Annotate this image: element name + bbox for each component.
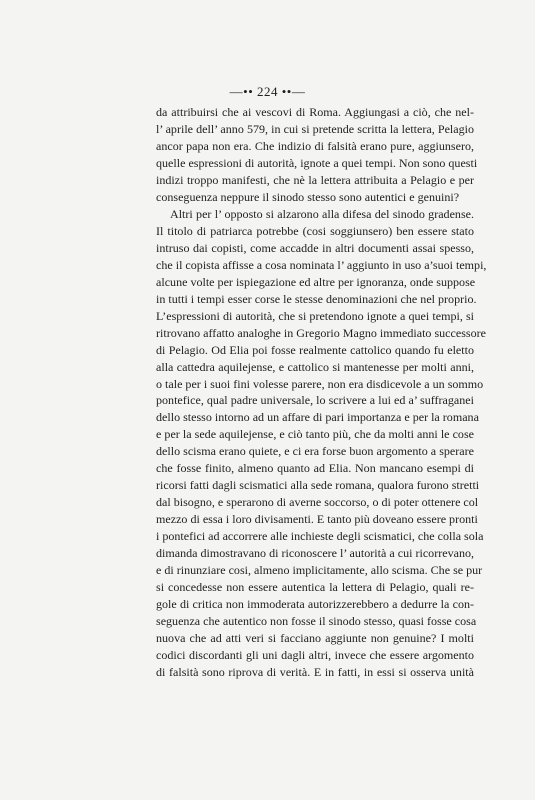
text-line: che fosse finito, almeno quanto ad Elia. Non mancano esempi di (156, 461, 474, 476)
text-line: alcune volte per ispiegazione ed altre per ignoranza, onde suppose (156, 274, 476, 289)
text-line: dal bisogno, e sperarono di averne soccorso, o di poter ottenere col (156, 495, 479, 510)
text-line: nuova che ad atti veri si facciano aggiunte non genuine? I molti (156, 631, 474, 646)
page-number: —•• 224 ••— (229, 84, 306, 99)
text-line: conseguenza neppure il sinodo stesso sono autentici e genuini? (156, 189, 460, 204)
text-line: ancor papa non era. Che indizio di falsità erano pure, aggiunsero, (156, 138, 474, 153)
text-line: dello scisma erano quiete, e ci era forse buon argomento a sperare (156, 444, 474, 459)
text-line: di falsità sono riprova di verità. E in fatti, in essi si osserva unità (156, 664, 474, 679)
text-line: alla cattedra aquilejense, e cattolico si mantenesse per molti anni, (156, 359, 474, 374)
text-line: seguenza che autentico non fosse il sinodo stesso, quasi fosse cosa (156, 614, 477, 629)
text-line: gole di critica non immoderata autorizzerebbero a dedurre la con- (156, 597, 474, 612)
text-line: o tale per i suoi fini volesse parere, non era disdicevole a un sommo (156, 376, 484, 391)
text-line: e di rinunziare cosi, almeno implicitamente, allo scisma. Che se pur (156, 563, 483, 578)
text-line: ritrovano affatto analoghe in Gregorio Magno immediato successore (156, 325, 486, 340)
text-line: si concedesse non essere autentica la lettera di Pelagio, quali re- (156, 580, 474, 595)
text-line: Altri per l’ opposto si alzarono alla difesa del sinodo gradense. (170, 206, 474, 221)
text-line: indizi troppo manifesti, che nè la lettera attribuita a Pelagio e per (156, 172, 474, 187)
text-line: mezzo di essa i loro divisamenti. E tanto più doveano essere pronti (156, 512, 478, 527)
text-line: Il titolo di patriarca potrebbe (cosi soggiunsero) ben essere stato (156, 223, 474, 238)
paragraph-1 (156, 104, 478, 206)
text-line: i pontefici ad accorrere alle inchieste degli scismatici, che colla sola (156, 529, 484, 544)
paragraph-2 (156, 206, 487, 681)
text-line: pontefice, qual padre universale, lo scrivere a lui ed a’ suffraganei (156, 393, 474, 408)
text-line: da attribuirsi che ai vescovi di Roma. Aggiungasi a ciò, che nel- (156, 105, 474, 119)
text-line: l’ aprile dell’ anno 579, in cui si pretende scritta la lettera, Pelagio (156, 121, 474, 136)
text-line: dimanda dimostravano di riconoscere l’ autorità a cui ricorrevano, (156, 546, 474, 561)
text-line: dello stesso intorno ad un affare di pari importanza e per la romana (156, 410, 479, 425)
text-line: e per la sede aquilejense, e ciò tanto più, che da molti anni le cose (156, 427, 474, 442)
text-line: quelle espressioni di autorità, ignote a quei tempi. Non sono questi (156, 155, 478, 170)
text-line: di Pelagio. Od Elia poi fosse realmente cattolico quando fu eletto (156, 342, 474, 357)
text-line: codici discordanti gli uni dagli altri, invece che essere argomento (156, 648, 474, 662)
text-line: intruso dai copisti, come accadde in altri documenti assai spesso, (156, 240, 474, 255)
text-line: che il copista affisse a cosa nominata l’ aggiunto in uso a’suoi tempi, (156, 257, 487, 272)
text-line: L’espressioni di autorità, che si pretendono ignote a quei tempi, si (156, 308, 474, 323)
text-line: in tutti i tempi esser corse le stesse denominazioni che nel proprio. (156, 291, 477, 306)
text-line: ricorsi fatti dagli scismatici alla sede romana, qualora furono stretti (156, 478, 480, 493)
body-text (156, 104, 487, 681)
